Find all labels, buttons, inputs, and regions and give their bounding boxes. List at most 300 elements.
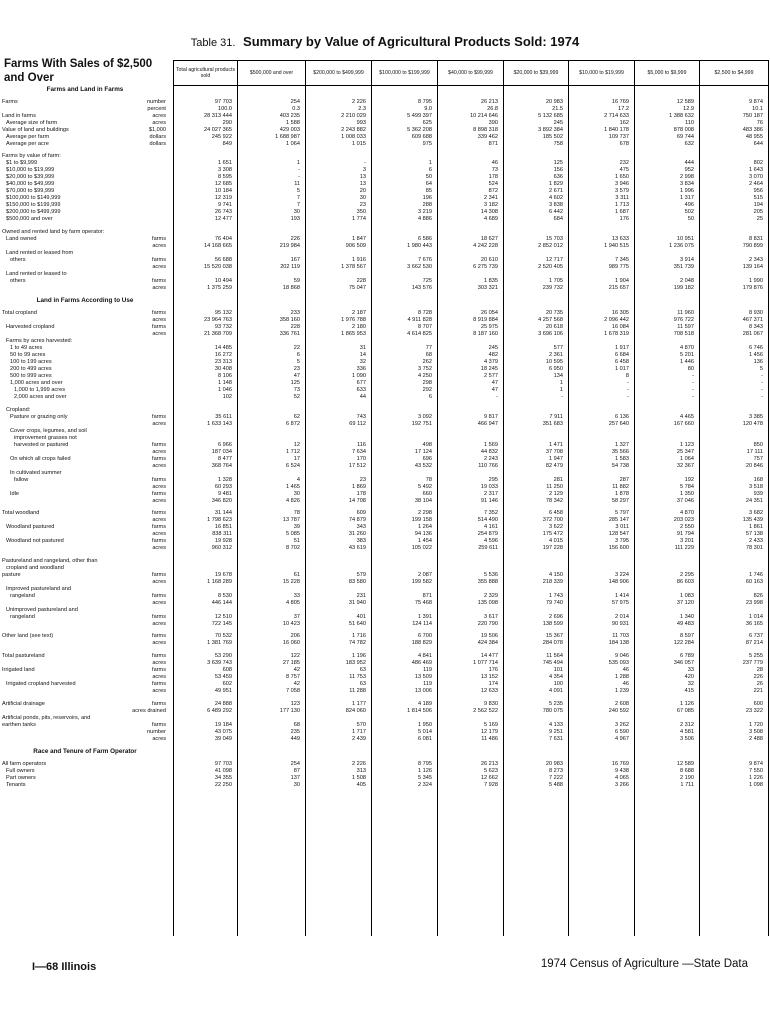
- cell-col-6: 109 737: [608, 133, 629, 140]
- table-row: [0, 545, 770, 552]
- cell-col-5: 156: [553, 167, 563, 174]
- cell-col-1: 27 185: [282, 660, 300, 666]
- cell-col-0: 10 494: [214, 277, 232, 284]
- cell-col-8: 20 846: [745, 462, 763, 469]
- cell-col-8: 194: [753, 202, 763, 209]
- cell-col-0: 1 381 769: [207, 640, 232, 647]
- cell-col-0: 1 798 623: [207, 517, 232, 524]
- row-label: Land owned: [6, 235, 37, 242]
- cell-col-1: 30: [293, 781, 300, 788]
- cell-col-7: 111 229: [674, 545, 694, 552]
- cell-col-0: 608: [222, 667, 232, 673]
- table-row: [0, 449, 770, 456]
- row-stub: [0, 607, 166, 614]
- cell-col-5: 5 488: [549, 781, 563, 788]
- row-stub: [0, 463, 166, 470]
- row-label: $100,000 to $149,999: [6, 195, 61, 202]
- cell-col-7: 37 120: [676, 599, 694, 606]
- cell-col-0: 1 148: [218, 380, 232, 386]
- cell-col-5: 239 732: [542, 284, 563, 291]
- cell-col-0: 9 481: [218, 490, 232, 497]
- cell-col-0: 1 651: [218, 160, 232, 167]
- cell-col-7: 69 744: [676, 133, 694, 140]
- cell-col-3: 5 362 208: [407, 126, 432, 133]
- cell-col-0: 100.0: [218, 105, 232, 112]
- cell-col-3: 64: [425, 181, 432, 188]
- table-row: [0, 470, 770, 477]
- cell-col-5: 284 078: [542, 640, 563, 647]
- cell-col-7: 32 367: [676, 462, 694, 469]
- cell-col-1: 10 423: [282, 620, 300, 627]
- cell-col-5: 2 696: [549, 613, 563, 620]
- cell-col-4: 91 146: [480, 497, 498, 504]
- table-row: [0, 188, 770, 195]
- cell-col-5: 20 983: [545, 98, 563, 105]
- cell-col-4: 20 610: [480, 256, 498, 263]
- row-stub: [0, 352, 166, 359]
- cell-col-6: 1 687: [615, 209, 629, 216]
- cell-col-3: 625: [422, 119, 432, 126]
- cell-col-6: -: [627, 387, 629, 393]
- table-row: [0, 414, 770, 421]
- cell-col-2: 63: [359, 681, 366, 687]
- cell-col-2: 13: [359, 181, 366, 188]
- cell-col-0: 8 106: [218, 373, 232, 379]
- cell-col-4: 245: [488, 345, 498, 351]
- cell-col-7: 4 465: [680, 413, 694, 420]
- row-label: Harvested cropland: [6, 324, 55, 330]
- cell-col-8: 78 301: [745, 545, 763, 552]
- cell-col-7: 1 711: [680, 781, 694, 788]
- cell-col-3: 1 391: [418, 613, 432, 620]
- cell-col-5: 2 671: [549, 188, 563, 195]
- cell-col-4: 14 308: [480, 209, 498, 216]
- cell-col-5: 185 502: [542, 133, 563, 140]
- cell-col-1: 68: [293, 721, 300, 728]
- cell-col-4: 524: [488, 181, 498, 188]
- cell-col-1: 6 524: [286, 462, 300, 469]
- cell-col-1: 125: [290, 380, 300, 386]
- row-stub: [0, 338, 166, 345]
- cell-col-3: 298: [422, 380, 432, 386]
- row-label: earthen tanks: [2, 721, 36, 728]
- cell-col-6: 11 882: [612, 483, 629, 490]
- cell-col-8: 9 874: [749, 760, 763, 767]
- cell-col-8: 3 385: [749, 413, 763, 420]
- cell-col-1: 5: [296, 359, 300, 365]
- cell-col-0: 26 743: [214, 209, 232, 216]
- cell-col-5: 10 595: [545, 359, 563, 365]
- cell-col-8: 226: [753, 674, 763, 680]
- cell-col-8: 168: [753, 476, 763, 483]
- cell-col-7: 952: [684, 167, 694, 174]
- row-label: pasture: [2, 571, 21, 578]
- cell-col-1: 1 064: [286, 140, 300, 147]
- row-label: Cover crops, legumes, and soil: [10, 427, 87, 434]
- row-label: $150,000 to $199,999: [6, 202, 61, 209]
- table-title: [0, 34, 770, 49]
- cell-col-5: 245: [553, 119, 563, 126]
- cell-col-2: 183 952: [345, 660, 366, 666]
- cell-col-0: 30 408: [214, 366, 232, 372]
- section-heading-label: Land in Farms According to Use: [36, 297, 134, 305]
- row-unit: acres: [152, 735, 166, 742]
- cell-col-2: 1 976 788: [341, 317, 366, 323]
- cell-col-8: 139 164: [742, 263, 763, 270]
- cell-col-1: 429 003: [279, 126, 300, 133]
- row-label: $20,000 to $39,999: [6, 174, 55, 181]
- cell-col-2: 2 226: [352, 760, 366, 767]
- cell-col-3: 871: [422, 592, 432, 599]
- row-stub: [0, 593, 166, 600]
- cell-col-0: 1 328: [218, 476, 232, 483]
- cell-col-1: 226: [290, 235, 300, 242]
- table-row: [0, 387, 770, 394]
- cell-col-1: 78: [293, 510, 300, 517]
- cell-col-7: 4 581: [680, 728, 694, 735]
- row-stub: [0, 768, 166, 775]
- table-row: [0, 271, 770, 278]
- row-label: Pastureland and rangeland, other than: [2, 557, 98, 564]
- cell-col-6: 2 014: [615, 613, 629, 620]
- cell-col-4: 7 928: [484, 781, 498, 788]
- row-label: 100 to 199 acres: [10, 359, 52, 365]
- cell-col-4: 254 879: [477, 531, 498, 538]
- row-stub: [0, 531, 166, 538]
- row-stub: [0, 517, 166, 524]
- cell-col-5: 4 257 568: [538, 317, 563, 323]
- cell-col-2: 178: [356, 490, 366, 497]
- cell-col-0: 97 703: [214, 760, 232, 767]
- cell-col-8: 8 831: [749, 235, 763, 242]
- cell-col-3: 77: [425, 345, 432, 351]
- cell-col-0: 24 027 365: [204, 126, 232, 133]
- cell-col-6: 1 327: [615, 441, 629, 448]
- table-row: [0, 331, 770, 338]
- table-row: [0, 463, 770, 470]
- cell-col-0: 23 313: [214, 359, 232, 365]
- cell-col-4: 46: [491, 160, 498, 167]
- cell-col-7: -: [692, 380, 694, 386]
- cell-col-0: 93 732: [214, 324, 232, 330]
- row-stub: [0, 510, 166, 517]
- table-row: [0, 160, 770, 167]
- table-row: [0, 674, 770, 681]
- cell-col-3: 1 980 443: [407, 242, 432, 249]
- cell-col-2: 336: [356, 366, 366, 372]
- cell-col-0: 35 611: [215, 413, 232, 420]
- row-label: others: [10, 277, 26, 284]
- row-label: Artificial ponds, pits, reservoirs, and: [2, 714, 91, 721]
- row-label: fallow: [14, 476, 29, 483]
- cell-col-4: 5 623: [484, 767, 498, 774]
- cell-col-0: 6 489 292: [207, 707, 232, 714]
- cell-col-5: -: [561, 394, 563, 400]
- cell-col-0: 290: [222, 119, 232, 126]
- cell-col-2: 2 210 029: [341, 112, 366, 119]
- cell-col-1: 30: [293, 490, 300, 497]
- cell-col-5: 1: [559, 387, 563, 393]
- row-stub: [0, 188, 166, 195]
- table-row: [0, 510, 770, 517]
- cell-col-5: 12 717: [545, 256, 563, 263]
- cell-col-5: 2 852 012: [538, 242, 563, 249]
- cell-col-6: 3 224: [615, 571, 629, 578]
- cell-col-5: 758: [553, 140, 563, 147]
- row-label: Woodland pastured: [6, 524, 55, 531]
- column-header-6: $10,000 to $19,999: [568, 61, 634, 85]
- row-unit: acres: [152, 640, 166, 647]
- row-stub: [0, 614, 166, 621]
- cell-col-5: 3 696 106: [538, 331, 563, 337]
- cell-col-3: 85: [425, 188, 432, 195]
- cell-col-5: 1 743: [549, 592, 563, 599]
- cell-col-0: 12 319: [214, 195, 232, 202]
- cell-col-6: 4 065: [615, 774, 629, 781]
- row-stub: [0, 761, 166, 768]
- column-header-5: $20,000 to $39,999: [503, 61, 568, 85]
- row-stub: [0, 428, 166, 435]
- cell-col-6: 1 414: [615, 592, 629, 599]
- cell-col-8: 2 488: [749, 735, 763, 742]
- cell-col-1: 7: [296, 195, 300, 202]
- cell-col-4: 12 633: [480, 688, 498, 694]
- cell-col-1: 87: [293, 767, 300, 774]
- cell-col-8: 2 464: [749, 181, 763, 188]
- cell-col-7: 2 312: [680, 721, 694, 728]
- cell-col-2: 44: [359, 394, 366, 400]
- row-unit: farms: [152, 700, 166, 707]
- cell-col-5: 1 829: [549, 181, 563, 188]
- cell-col-2: 1 508: [352, 774, 366, 781]
- cell-col-4: 73: [491, 167, 498, 174]
- cell-col-3: 17 124: [414, 448, 432, 455]
- cell-col-3: 262: [422, 359, 432, 365]
- cell-col-7: 50: [687, 216, 694, 223]
- column-header-7: $5,000 to $9,999: [634, 61, 699, 85]
- cell-col-8: 6 737: [749, 633, 763, 640]
- section-heading: [0, 748, 770, 755]
- row-unit: $1,000: [148, 126, 166, 133]
- table-row: [0, 167, 770, 174]
- cell-col-4: 514 490: [477, 517, 498, 524]
- cell-col-6: 128 547: [608, 531, 629, 538]
- cell-col-0: 838 311: [212, 531, 232, 538]
- cell-col-6: 257 640: [608, 420, 629, 427]
- cell-col-1: 177 130: [279, 707, 300, 714]
- cell-col-2: 1 847: [352, 235, 366, 242]
- cell-col-4: 2 562 522: [473, 707, 498, 714]
- table-row: [0, 517, 770, 524]
- cell-col-5: 11 564: [546, 653, 563, 659]
- cell-col-5: 3 892 384: [538, 126, 563, 133]
- row-label: 500 to 999 acres: [10, 373, 52, 379]
- cell-col-4: 14 477: [480, 653, 498, 659]
- table-row: [0, 708, 770, 715]
- cell-col-2: 51 640: [348, 620, 366, 627]
- cell-col-5: 11 250: [546, 483, 563, 490]
- row-unit: farms: [152, 490, 166, 497]
- cell-col-0: 12 685: [214, 181, 232, 188]
- cell-col-6: 35 566: [611, 448, 629, 455]
- cell-col-8: 120 478: [742, 420, 763, 427]
- cell-col-1: -: [298, 167, 300, 174]
- cell-col-8: 136: [753, 359, 763, 365]
- cell-col-7: 1 064: [680, 455, 694, 462]
- row-stub: [0, 285, 166, 292]
- row-stub: [0, 236, 166, 243]
- row-label: Part owners: [6, 774, 36, 781]
- cell-col-7: 110: [685, 119, 694, 126]
- cell-col-8: 1 456: [749, 352, 763, 358]
- cell-col-6: 5 797: [615, 510, 629, 517]
- cell-col-4: 482: [488, 352, 498, 358]
- row-stub: [0, 250, 166, 257]
- cell-col-2: 231: [356, 592, 366, 599]
- row-label: Land rented or leased to: [6, 270, 67, 277]
- row-unit: farms: [152, 571, 166, 578]
- cell-col-1: 51: [293, 538, 300, 545]
- row-stub: [0, 579, 166, 586]
- cell-col-8: 802: [753, 160, 763, 167]
- row-label: 2,000 acres and over: [14, 394, 67, 400]
- cell-col-6: 285 147: [608, 517, 629, 524]
- cell-col-7: 192: [684, 476, 694, 483]
- table-row: [0, 120, 770, 127]
- cell-col-5: 138 599: [542, 620, 563, 627]
- cell-col-0: 1 375 259: [207, 284, 232, 291]
- row-stub: [0, 380, 166, 387]
- cell-col-8: 87 214: [745, 640, 763, 647]
- row-unit: farms: [152, 455, 166, 462]
- cell-col-2: 579: [356, 571, 366, 578]
- cell-col-2: 383: [356, 538, 366, 545]
- row-label: improvement grasses not: [14, 434, 77, 441]
- row-label: Unimproved pastureland and: [6, 606, 78, 613]
- cell-col-6: 1 713: [615, 202, 629, 209]
- row-label: Cropland:: [6, 406, 31, 413]
- cell-col-1: 39: [293, 524, 300, 531]
- column-rule: [503, 60, 504, 936]
- section-heading: [0, 86, 770, 93]
- cell-col-8: 1 226: [749, 774, 763, 781]
- table-row: [0, 442, 770, 449]
- row-unit: acres: [152, 531, 166, 538]
- cell-col-7: 976 722: [673, 317, 694, 323]
- row-unit: dollars: [149, 140, 166, 147]
- cell-col-8: 826: [753, 592, 763, 599]
- cell-col-5: 6 442: [549, 209, 563, 216]
- table-row: [0, 407, 770, 414]
- cell-col-1: 42: [293, 667, 300, 673]
- cell-col-7: 1 123: [680, 441, 694, 448]
- cell-col-7: -: [692, 373, 694, 379]
- cell-col-2: 2 243 882: [341, 126, 366, 133]
- cell-col-3: 498: [422, 441, 432, 448]
- cell-col-0: 12 477: [214, 216, 232, 223]
- row-stub: [0, 545, 166, 552]
- cell-col-1: 18 868: [282, 284, 300, 291]
- cell-col-2: 1 865 953: [341, 331, 366, 337]
- cell-col-1: 5: [296, 188, 300, 195]
- cell-col-6: 90 931: [611, 620, 629, 627]
- cell-col-2: 31 940: [348, 599, 366, 606]
- column-rule: [768, 60, 769, 936]
- cell-col-4: 110 766: [478, 462, 498, 469]
- cell-col-3: 78: [425, 476, 432, 483]
- cell-col-1: 4: [296, 476, 300, 483]
- table-row: [0, 524, 770, 531]
- cell-col-3: 8 707: [418, 324, 432, 330]
- cell-col-4: 10 214 646: [470, 112, 498, 119]
- row-label: Other land (see text): [2, 633, 53, 640]
- cell-col-1: 0.3: [292, 105, 300, 112]
- row-stub: [0, 127, 166, 134]
- table-row: [0, 174, 770, 181]
- table-row: [0, 141, 770, 148]
- cell-col-5: 21.5: [552, 105, 563, 112]
- cell-col-8: 25: [756, 216, 763, 223]
- cell-col-5: 351 683: [542, 420, 563, 427]
- cell-col-5: 101: [553, 667, 563, 673]
- row-stub: [0, 331, 166, 338]
- table-row: [0, 278, 770, 285]
- cell-col-7: 167 660: [673, 420, 694, 427]
- column-rule: [634, 60, 635, 936]
- table-row: [0, 736, 770, 743]
- cell-col-3: 13 509: [414, 674, 432, 680]
- cell-col-3: 124 114: [412, 620, 432, 627]
- cell-col-7: 1 236 075: [669, 242, 694, 249]
- cell-col-1: 8 702: [286, 545, 300, 552]
- cell-col-2: 1 090: [352, 373, 366, 379]
- cell-col-8: -: [761, 387, 763, 393]
- cell-col-1: 228: [290, 324, 300, 330]
- row-stub: [0, 195, 166, 202]
- cell-col-6: 1 940 515: [604, 242, 629, 249]
- cell-col-7: 122 284: [673, 640, 694, 647]
- cell-col-2: 570: [356, 721, 366, 728]
- cell-col-5: 218 339: [542, 578, 563, 585]
- cell-col-6: 148 906: [608, 578, 629, 585]
- cell-col-4: 178: [488, 174, 498, 181]
- cell-col-8: 281 067: [742, 331, 763, 337]
- table-row: [0, 768, 770, 775]
- cell-col-6: -: [627, 394, 629, 400]
- cell-col-4: 9 830: [484, 700, 498, 707]
- row-label: harvested or pastured: [14, 441, 69, 448]
- table-row: [0, 257, 770, 264]
- column-rule: [371, 60, 372, 936]
- row-unit: acres: [152, 620, 166, 627]
- cell-col-7: 67 085: [676, 707, 694, 714]
- row-unit: acres: [152, 119, 166, 126]
- row-stub: [0, 407, 166, 414]
- cell-col-2: 14 708: [348, 497, 366, 504]
- table-row: [0, 621, 770, 628]
- cell-col-4: 424 384: [477, 640, 498, 647]
- row-label: Pasture or grazing only: [10, 413, 68, 420]
- cell-col-1: 219 984: [279, 242, 300, 249]
- row-unit: acres: [152, 420, 166, 427]
- cell-col-2: 2 180: [352, 324, 366, 330]
- cell-col-8: -: [761, 394, 763, 400]
- cell-col-8: 10.1: [752, 105, 763, 112]
- row-stub: [0, 202, 166, 209]
- table-row: [0, 593, 770, 600]
- table-row: [0, 243, 770, 250]
- cell-col-1: 1 465: [286, 483, 300, 490]
